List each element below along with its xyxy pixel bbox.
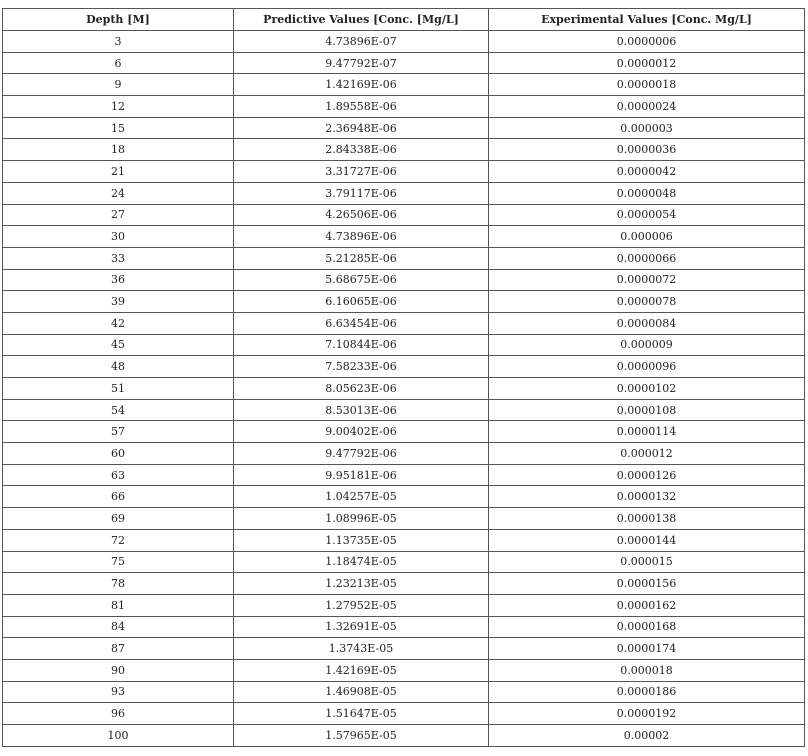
cell-depth: 75 <box>3 551 234 573</box>
cell-depth: 90 <box>3 659 234 681</box>
cell-predictive-value: 1.57965E-05 <box>234 725 489 747</box>
header-predictive-values: Predictive Values [Conc. [Mg/L] <box>234 9 489 31</box>
table-row <box>3 312 805 334</box>
cell-experimental-value: 0.0000144 <box>489 529 805 551</box>
cell-depth: 3 <box>3 31 234 53</box>
cell-predictive-value: 4.73896E-07 <box>234 31 489 53</box>
table-row <box>3 52 805 74</box>
cell-predictive-value: 9.00402E-06 <box>234 421 489 443</box>
cell-predictive-value: 1.13735E-05 <box>234 529 489 551</box>
table-row <box>3 681 805 703</box>
table-row <box>3 616 805 638</box>
table-row <box>3 31 805 53</box>
cell-depth: 42 <box>3 312 234 334</box>
cell-depth: 48 <box>3 356 234 378</box>
cell-experimental-value: 0.0000078 <box>489 291 805 313</box>
cell-predictive-value: 9.47792E-06 <box>234 443 489 465</box>
cell-predictive-value: 9.95181E-06 <box>234 464 489 486</box>
table-row <box>3 659 805 681</box>
table-row <box>3 464 805 486</box>
table-row <box>3 703 805 725</box>
cell-experimental-value: 0.0000138 <box>489 508 805 530</box>
cell-depth: 15 <box>3 117 234 139</box>
table-row <box>3 508 805 530</box>
table-row <box>3 117 805 139</box>
header-experimental-values: Experimental Values [Conc. Mg/L] <box>489 9 805 31</box>
cell-depth: 100 <box>3 725 234 747</box>
cell-depth: 18 <box>3 139 234 161</box>
table-row <box>3 291 805 313</box>
cell-depth: 78 <box>3 573 234 595</box>
cell-depth: 12 <box>3 96 234 118</box>
cell-predictive-value: 2.36948E-06 <box>234 117 489 139</box>
cell-predictive-value: 1.18474E-05 <box>234 551 489 573</box>
cell-predictive-value: 1.32691E-05 <box>234 616 489 638</box>
cell-experimental-value: 0.0000018 <box>489 74 805 96</box>
cell-predictive-value: 8.53013E-06 <box>234 399 489 421</box>
cell-experimental-value: 0.00002 <box>489 725 805 747</box>
cell-predictive-value: 9.47792E-07 <box>234 52 489 74</box>
cell-experimental-value: 0.0000072 <box>489 269 805 291</box>
table-row <box>3 269 805 291</box>
cell-experimental-value: 0.0000066 <box>489 247 805 269</box>
cell-predictive-value: 2.84338E-06 <box>234 139 489 161</box>
cell-depth: 63 <box>3 464 234 486</box>
cell-predictive-value: 1.42169E-06 <box>234 74 489 96</box>
cell-experimental-value: 0.0000162 <box>489 594 805 616</box>
table-row <box>3 161 805 183</box>
table-row <box>3 638 805 660</box>
cell-experimental-value: 0.0000174 <box>489 638 805 660</box>
cell-depth: 69 <box>3 508 234 530</box>
cell-predictive-value: 1.27952E-05 <box>234 594 489 616</box>
cell-depth: 84 <box>3 616 234 638</box>
table-row <box>3 334 805 356</box>
cell-depth: 60 <box>3 443 234 465</box>
cell-experimental-value: 0.0000048 <box>489 182 805 204</box>
cell-experimental-value: 0.000003 <box>489 117 805 139</box>
cell-predictive-value: 1.89558E-06 <box>234 96 489 118</box>
cell-experimental-value: 0.0000024 <box>489 96 805 118</box>
cell-depth: 33 <box>3 247 234 269</box>
cell-depth: 96 <box>3 703 234 725</box>
table-row <box>3 486 805 508</box>
cell-experimental-value: 0.0000036 <box>489 139 805 161</box>
cell-depth: 24 <box>3 182 234 204</box>
table-row <box>3 399 805 421</box>
table-row <box>3 529 805 551</box>
table-row <box>3 573 805 595</box>
cell-experimental-value: 0.0000114 <box>489 421 805 443</box>
cell-depth: 66 <box>3 486 234 508</box>
data-table <box>2 8 805 747</box>
cell-experimental-value: 0.0000168 <box>489 616 805 638</box>
cell-experimental-value: 0.0000012 <box>489 52 805 74</box>
table-row <box>3 182 805 204</box>
table-row <box>3 139 805 161</box>
cell-depth: 45 <box>3 334 234 356</box>
cell-experimental-value: 0.0000042 <box>489 161 805 183</box>
cell-depth: 30 <box>3 226 234 248</box>
table-row <box>3 421 805 443</box>
cell-predictive-value: 7.10844E-06 <box>234 334 489 356</box>
header-row <box>3 9 805 31</box>
cell-depth: 6 <box>3 52 234 74</box>
cell-predictive-value: 1.3743E-05 <box>234 638 489 660</box>
cell-predictive-value: 3.31727E-06 <box>234 161 489 183</box>
cell-depth: 21 <box>3 161 234 183</box>
cell-depth: 93 <box>3 681 234 703</box>
cell-predictive-value: 8.05623E-06 <box>234 378 489 400</box>
cell-depth: 51 <box>3 378 234 400</box>
cell-predictive-value: 1.42169E-05 <box>234 659 489 681</box>
cell-depth: 57 <box>3 421 234 443</box>
cell-predictive-value: 1.08996E-05 <box>234 508 489 530</box>
cell-predictive-value: 3.79117E-06 <box>234 182 489 204</box>
cell-predictive-value: 5.68675E-06 <box>234 269 489 291</box>
cell-predictive-value: 7.58233E-06 <box>234 356 489 378</box>
cell-experimental-value: 0.0000108 <box>489 399 805 421</box>
cell-experimental-value: 0.0000096 <box>489 356 805 378</box>
cell-depth: 54 <box>3 399 234 421</box>
cell-experimental-value: 0.0000132 <box>489 486 805 508</box>
cell-depth: 39 <box>3 291 234 313</box>
table-row <box>3 725 805 747</box>
cell-experimental-value: 0.0000102 <box>489 378 805 400</box>
cell-experimental-value: 0.0000054 <box>489 204 805 226</box>
cell-predictive-value: 6.63454E-06 <box>234 312 489 334</box>
table-body <box>3 31 805 747</box>
cell-depth: 9 <box>3 74 234 96</box>
table-row <box>3 356 805 378</box>
cell-predictive-value: 4.26506E-06 <box>234 204 489 226</box>
cell-experimental-value: 0.0000126 <box>489 464 805 486</box>
cell-predictive-value: 4.73896E-06 <box>234 226 489 248</box>
cell-experimental-value: 0.000015 <box>489 551 805 573</box>
table-row <box>3 551 805 573</box>
table-row <box>3 204 805 226</box>
cell-predictive-value: 5.21285E-06 <box>234 247 489 269</box>
cell-depth: 87 <box>3 638 234 660</box>
cell-predictive-value: 6.16065E-06 <box>234 291 489 313</box>
cell-experimental-value: 0.0000156 <box>489 573 805 595</box>
cell-predictive-value: 1.23213E-05 <box>234 573 489 595</box>
table-row <box>3 96 805 118</box>
cell-depth: 27 <box>3 204 234 226</box>
cell-experimental-value: 0.000012 <box>489 443 805 465</box>
cell-experimental-value: 0.0000006 <box>489 31 805 53</box>
cell-experimental-value: 0.000009 <box>489 334 805 356</box>
cell-experimental-value: 0.000006 <box>489 226 805 248</box>
header-depth: Depth [M] <box>3 9 234 31</box>
table-row <box>3 443 805 465</box>
table-row <box>3 247 805 269</box>
cell-experimental-value: 0.0000084 <box>489 312 805 334</box>
table-row <box>3 74 805 96</box>
table-header <box>3 9 805 31</box>
cell-depth: 36 <box>3 269 234 291</box>
cell-predictive-value: 1.51647E-05 <box>234 703 489 725</box>
table-row <box>3 226 805 248</box>
cell-depth: 72 <box>3 529 234 551</box>
cell-predictive-value: 1.04257E-05 <box>234 486 489 508</box>
cell-experimental-value: 0.000018 <box>489 659 805 681</box>
cell-predictive-value: 1.46908E-05 <box>234 681 489 703</box>
cell-depth: 81 <box>3 594 234 616</box>
table-row <box>3 594 805 616</box>
cell-experimental-value: 0.0000186 <box>489 681 805 703</box>
cell-experimental-value: 0.0000192 <box>489 703 805 725</box>
table-row <box>3 378 805 400</box>
